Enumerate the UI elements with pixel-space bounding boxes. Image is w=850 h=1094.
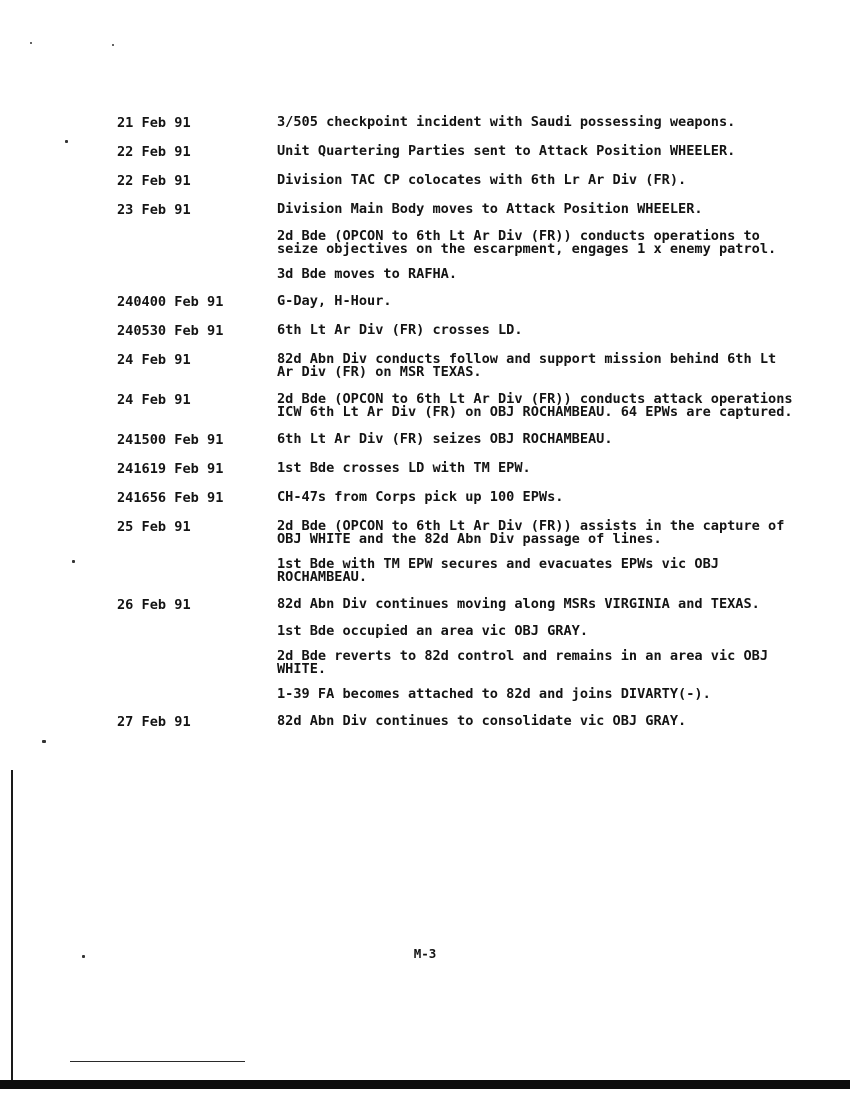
entry-text: 1st Bde with TM EPW secures and evacuates EPWs vic OBJ ROCHAMBEAU. (277, 556, 719, 585)
entry-date: 241656 Feb 91 (117, 490, 224, 506)
entry-date: 21 Feb 91 (117, 115, 191, 131)
chronology-entry (117, 491, 817, 506)
entry-date: 22 Feb 91 (117, 144, 191, 160)
entry-text: 2d Bde reverts to 82d control and remains in an area vic OBJ WHITE. (277, 648, 769, 677)
scan-speck (30, 42, 32, 44)
scan-speck (42, 740, 46, 743)
scan-speck (112, 44, 114, 46)
scan-speck (82, 955, 85, 958)
scan-margin-line (11, 770, 13, 1080)
entry-date: 24 Feb 91 (117, 352, 191, 368)
chronology-entry (117, 558, 817, 584)
entry-text: 3/505 checkpoint incident with Saudi possessing weapons. (277, 114, 736, 130)
entry-text: 1st Bde crosses LD with TM EPW. (277, 460, 531, 476)
entry-text: 1-39 FA becomes attached to 82d and joins DIVARTY(-). (277, 686, 711, 702)
entry-text: 82d Abn Div continues to consolidate vic OBJ GRAY. (277, 713, 687, 729)
chronology-list (117, 116, 817, 744)
entry-date: 24 Feb 91 (117, 392, 191, 408)
chronology-entry (117, 116, 817, 131)
chronology-entry (117, 433, 817, 448)
scan-bottom-border (0, 1080, 850, 1089)
chronology-entry (117, 393, 817, 419)
scan-speck (72, 560, 75, 563)
entry-date: 23 Feb 91 (117, 202, 191, 218)
entry-date: 240400 Feb 91 (117, 294, 224, 310)
chronology-entry (117, 688, 817, 701)
chronology-entry (117, 715, 817, 730)
entry-text: 2d Bde (OPCON to 6th Lt Ar Div (FR)) conducts attack operations ICW 6th Lt Ar Div (FR) on OBJ ROCHAMBEAU. 64 EPWs are captured. (277, 391, 793, 420)
entry-text: 3d Bde moves to RAFHA. (277, 266, 458, 282)
chronology-entry (117, 203, 817, 218)
entry-date: 240530 Feb 91 (117, 323, 224, 339)
chronology-entry (117, 598, 817, 613)
entry-text: Division Main Body moves to Attack Position WHEELER. (277, 201, 703, 217)
chronology-entry (117, 625, 817, 638)
entry-date: 241500 Feb 91 (117, 432, 224, 448)
chronology-entry (117, 520, 817, 546)
entry-date: 22 Feb 91 (117, 173, 191, 189)
scan-speck (65, 140, 68, 143)
entry-text: 82d Abn Div continues moving along MSRs VIRGINIA and TEXAS. (277, 596, 760, 612)
chronology-entry (117, 353, 817, 379)
scan-smudge-line (70, 1061, 245, 1062)
entry-date: 25 Feb 91 (117, 519, 191, 535)
chronology-entry (117, 145, 817, 160)
chronology-entry (117, 268, 817, 281)
entry-text: Division TAC CP colocates with 6th Lr Ar Div (FR). (277, 172, 687, 188)
entry-date: 26 Feb 91 (117, 597, 191, 613)
chronology-entry (117, 462, 817, 477)
entry-text: 1st Bde occupied an area vic OBJ GRAY. (277, 623, 588, 639)
chronology-entry (117, 230, 817, 256)
entry-text: G-Day, H-Hour. (277, 293, 392, 309)
entry-text: 2d Bde (OPCON to 6th Lt Ar Div (FR)) assists in the capture of OBJ WHITE and the 82d Abn Div passage of lines. (277, 518, 785, 547)
entry-text: CH-47s from Corps pick up 100 EPWs. (277, 489, 564, 505)
chronology-entry (117, 650, 817, 676)
chronology-entry (117, 324, 817, 339)
entry-text: 82d Abn Div conducts follow and support mission behind 6th Lt Ar Div (FR) on MSR TEXAS. (277, 351, 777, 380)
chronology-entry (117, 295, 817, 310)
page-number: M-3 (413, 946, 437, 961)
entry-text: Unit Quartering Parties sent to Attack Position WHEELER. (277, 143, 736, 159)
entry-text: 6th Lt Ar Div (FR) seizes OBJ ROCHAMBEAU. (277, 431, 613, 447)
entry-date: 27 Feb 91 (117, 714, 191, 730)
entry-text: 6th Lt Ar Div (FR) crosses LD. (277, 322, 523, 338)
entry-text: 2d Bde (OPCON to 6th Lt Ar Div (FR)) conducts operations to seize objectives on the escarpment, engages 1 x enemy patrol. (277, 228, 777, 257)
entry-date: 241619 Feb 91 (117, 461, 224, 477)
chronology-entry (117, 174, 817, 189)
